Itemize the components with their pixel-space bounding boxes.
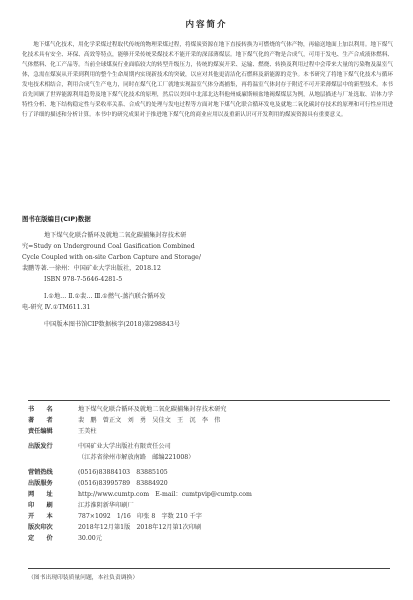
row-label: 印 刷 xyxy=(28,502,53,509)
row-value: 2018年12月第1版 2018年12月第1次印刷 xyxy=(78,524,202,531)
colophon xyxy=(28,404,390,544)
row-label: 网 址 xyxy=(28,491,53,498)
cip-line: 裴鹏等著.一徐州：中国矿业大学出版社，2018.12 xyxy=(22,265,161,272)
cip-line: Ⅰ.①地… Ⅱ.①裴… Ⅲ.①燃气-蒸汽联合循环发 xyxy=(44,293,166,300)
row-label: 出版服务 xyxy=(28,480,53,487)
colophon-row-sales-hotline xyxy=(28,467,390,478)
cip-line: Cycle Coupled with on-site Carbon Capture and Storage/ xyxy=(22,254,201,261)
row-value: 中国矿业大学出版社有限责任公司 xyxy=(78,443,171,450)
colophon-row-website xyxy=(28,489,390,500)
row-value: 地下煤气化联合循环及就地二氧化碳捕集封存技术研究 xyxy=(78,406,227,413)
cip-line: 究=Study on Underground Coal Gasification Combined xyxy=(22,243,195,250)
row-label: 营销热线 xyxy=(28,469,53,476)
row-value: 裴 鹏 曾正文 刘 勇 吴佳文 王 沉 李 伟 xyxy=(78,417,221,424)
colophon-row-printer xyxy=(28,500,390,511)
summary-title: 内容简介 xyxy=(185,20,228,30)
colophon-row-publishing-service xyxy=(28,478,390,489)
row-value: 30.00元 xyxy=(78,535,102,542)
row-value: （江苏省徐州市解放南路 邮编221008） xyxy=(78,454,195,461)
colophon-row-format xyxy=(28,511,390,522)
colophon-row-editor xyxy=(28,426,390,437)
colophon-top-rule xyxy=(28,400,390,401)
row-label: 著 者 xyxy=(28,417,53,424)
row-value: 江苏淮阴新华印刷厂 xyxy=(78,502,134,509)
row-value: 787×1092 1/16 印张 8 字数 210 千字 xyxy=(78,513,202,520)
quality-notice: （图书出现印装质量问题，本社负责调换） xyxy=(28,575,139,581)
cip-line: 地下煤气化联合循环及就地二氧化碳捕集封存技术研 xyxy=(44,232,187,239)
colophon-row-address xyxy=(28,452,390,463)
cip-line: ISBN 978-7-5646-4281-5 xyxy=(44,276,123,283)
colophon-bottom-rule xyxy=(28,568,390,569)
row-value: (0516)83884103 83885105 xyxy=(78,469,168,476)
cip-data-block xyxy=(22,230,242,330)
row-label: 责任编辑 xyxy=(28,428,53,435)
colophon-row-publisher xyxy=(28,441,390,452)
colophon-row-price xyxy=(28,533,390,544)
row-label: 版次印次 xyxy=(28,524,53,531)
cip-line: 中国版本图书馆CIP数据核字(2018)第298843号 xyxy=(44,321,180,328)
row-label: 开 本 xyxy=(28,513,53,520)
cip-heading: 图书在版编目(CIP)数据 xyxy=(22,215,91,223)
row-value: http://www.cumtp.com E-mail：cumtpvip@cumtp.com xyxy=(78,491,252,498)
row-label: 书 名 xyxy=(28,406,53,413)
colophon-row-authors xyxy=(28,415,390,426)
row-label: 出版发行 xyxy=(28,443,53,450)
summary-body: 地下煤气化技术，用化学采煤过程取代传统的物理采煤过程，将煤炭资源在地下直接转换为可燃烧的气体产物，再输送地面上加以利用。地下煤气化技术具有安全、环保、高效等特点，能够开采传统采煤技术不能开采的深部薄煤层。地下煤气化的产物是合成气，可用于发电、生产合成液体燃料、气体燃料、化工产品等。当前全球煤炭行业面临较大的转型升级压力，传统的煤炭开采、运输、燃烧、转换及利用过程中会带来大量的污染物及温室气体，急需在煤炭从开采到利用的整个生命周期内实现新技术的突破，以应对其他更清洁化石燃料及新能源的竞争。本书研究了将地下煤气化技术与循环发电技术相结合，利用合成气生产电力，同时在煤气化工厂就地实现温室气体分离捕集，再将温室气体封存于附近不可开采薄煤层中的新型技术。本书首先回顾了世界能源利用趋势及地下煤气化技术的原理，然后以美国中北部北达科他州威廉斯顿盆地褐煤煤层为例，从地层描述与厂址选取、岩体力学特性分析、地下结构稳定性与采收率关系、合成气的处理与发电过程等方面对地下煤气化联合循环发电及就地二氧化碳封存技术的原理和可行性应用进行了详细的描述和分析计算。本书中的研究成果对于推进地下煤气化的商业应用以及重新认识可开发利用的煤炭资源具有重要意义。 xyxy=(22,42,393,118)
cip-line: 电-研究 Ⅳ.①TM611.31 xyxy=(22,304,91,311)
row-value: (0516)83995789 83884920 xyxy=(78,480,168,487)
row-value: 王美柱 xyxy=(78,428,97,435)
colophon-row-title xyxy=(28,404,390,415)
colophon-row-edition xyxy=(28,522,390,533)
row-label: 定 价 xyxy=(28,535,53,542)
